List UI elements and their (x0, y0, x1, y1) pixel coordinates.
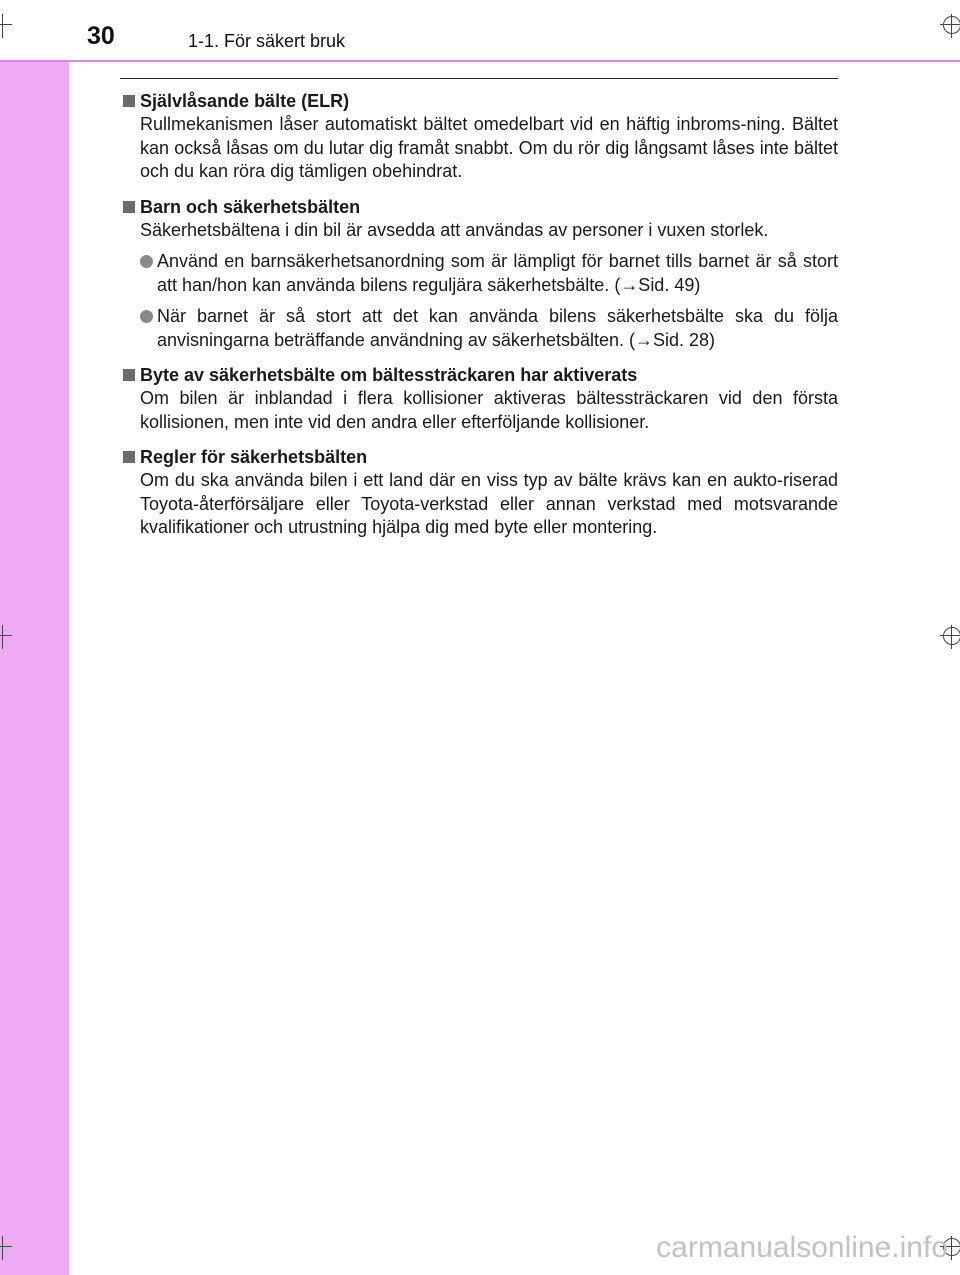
section-seatbelt-regulations (120, 445, 838, 540)
section-heading-text: Barn och säkerhetsbälten (140, 196, 361, 217)
list-item-text: När barnet är så stort att det kan använda bilens säkerhetsbälte ska du följa anvisningarna beträffande användning av säkerhetsbälten. (→Sid. 28) (157, 306, 838, 350)
list-item (120, 250, 838, 297)
page-content (120, 89, 838, 551)
side-color-band (0, 0, 69, 1275)
section-heading-text: Regler för säkerhetsbälten (140, 447, 368, 467)
square-bullet-icon (123, 201, 135, 213)
square-bullet-icon (123, 95, 135, 107)
section-elr-belt (120, 89, 838, 184)
section-children-seatbelts (120, 195, 838, 353)
page-number: 30 (87, 22, 115, 50)
section-heading-text: Byte av säkerhetsbälte om bältessträckaren har aktiverats (140, 365, 638, 385)
circle-bullet-icon (140, 310, 153, 323)
section-heading (120, 89, 838, 113)
list-item-text: Använd en barnsäkerhetsanordning som är lämpligt för barnet tills barnet är så stort att han/hon kan använda bilens reguljära säkerhetsbälte. (→Sid. 49) (157, 251, 838, 295)
header-divider (0, 60, 960, 62)
list-item (120, 305, 838, 352)
section-heading-text: Självlåsande bälte (ELR) (140, 91, 350, 111)
square-bullet-icon (123, 369, 135, 381)
section-paragraph: Säkerhetsbältena i din bil är avsedda att användas av personer i vuxen storlek. (140, 219, 769, 240)
section-paragraph: Om bilen är inblandad i flera kollisioner aktiveras bältessträckaren vid den första kollisionen, men inte vid den andra eller efterföljande kollisioner. (140, 388, 838, 432)
section-heading (120, 445, 838, 469)
chapter-title: 1-1. För säkert bruk (188, 31, 346, 51)
circle-bullet-icon (140, 255, 153, 268)
section-heading (120, 363, 838, 387)
section-heading (120, 195, 838, 219)
watermark: carmanualsonline.info (656, 1231, 948, 1264)
section-pretensioner-replacement (120, 363, 838, 434)
section-paragraph: Rullmekanismen låser automatiskt bältet omedelbart vid en häftig inbroms-ning. Bältet kan också låsas om du lutar dig framåt snabbt. Om du rör dig långsamt låses inte bältet och du kan röra dig tämligen obehindrat. (140, 114, 838, 181)
page-header (0, 0, 960, 60)
section-paragraph: Om du ska använda bilen i ett land där en viss typ av bälte krävs kan en aukto-riserad Toyota-återförsäljare eller Toyota-verkstad eller annan verkstad med motsvarande kvalifikationer och utrustning hjälpa dig med byte eller montering. (140, 470, 838, 537)
square-bullet-icon (123, 451, 135, 463)
content-top-rule (120, 78, 838, 79)
